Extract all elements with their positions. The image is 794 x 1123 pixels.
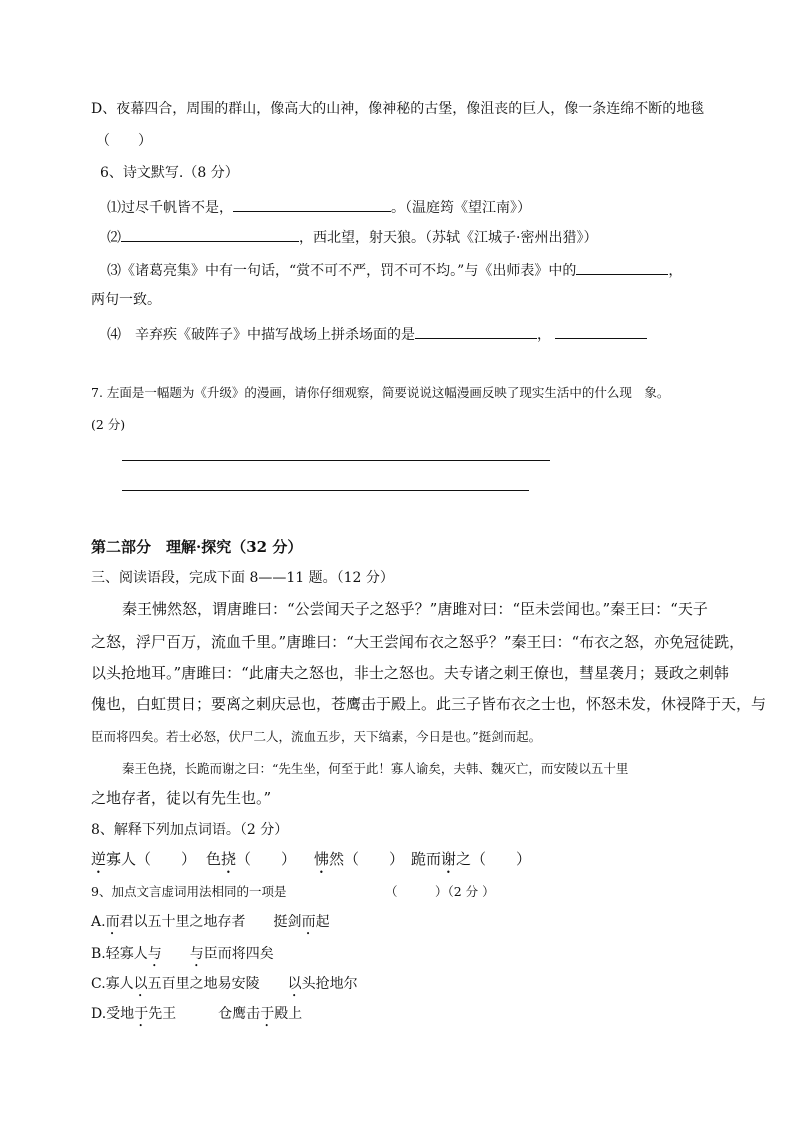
item-4-prefix: ⑷ 辛弃疾《破阵子》中描写战场上拼杀场面的是 xyxy=(107,327,415,343)
item-2-prefix: ⑵ xyxy=(107,230,121,246)
q8-item: 逆寡人（ ） xyxy=(91,850,197,868)
item-1-prefix: ⑴过尽千帆皆不是， xyxy=(107,200,233,216)
passage-line: 臣而将四矣。若士必怒，伏尸二人，流血五步，天下缟素，今日是也。”挺剑而起。 xyxy=(91,729,542,744)
fill-blank[interactable] xyxy=(121,226,299,242)
item-1-suffix: 。（温庭筠《望江南》） xyxy=(391,200,531,216)
question-6-item-3 xyxy=(107,259,682,281)
fill-blank[interactable] xyxy=(555,323,647,339)
passage-line: 之怒，浮尸百万，流血千里。”唐雎曰：“大王尝闻布衣之怒乎？”秦王曰：“布衣之怒，亦免冠徒跣， xyxy=(91,633,745,651)
fill-blank[interactable] xyxy=(576,259,668,275)
q9-option-b: B.轻寡人与 与臣而将四矣 xyxy=(91,946,274,962)
question-6-item-1 xyxy=(107,196,531,218)
fill-blank[interactable] xyxy=(233,196,391,212)
q9-option-d: D.受地于先王 仓鹰击于殿上 xyxy=(91,1006,303,1022)
passage-line: 傀也，白虹贯日；要离之刺庆忌也，苍鹰击于殿上。此三子皆布衣之士也，怀怒未发，休祲降于天，与 xyxy=(91,695,767,713)
q9-option-a: A.而君以五十里之地存者 挺剑而起 xyxy=(91,914,330,930)
item-3-text: ⑶《诸葛亮集》中有一句话，“赏不可不严，罚不可不均。”与《出师表》中的 xyxy=(107,263,577,279)
item-4-mid: ， xyxy=(537,327,551,343)
q8-item: 怫然（ ） xyxy=(314,850,405,868)
answer-line[interactable] xyxy=(122,460,550,461)
q8-item: 跪而谢之（ ） xyxy=(411,850,532,868)
question-6-item-3-cont: 两句一致。 xyxy=(91,292,161,308)
question-5-option-d: D、夜幕四合，周围的群山，像高大的山神，像神秘的古堡，像沮丧的巨人，像一条连绵不断的地毯 xyxy=(91,101,705,117)
part-2-heading: 第二部分 理解·探究（32 分） xyxy=(91,538,303,556)
question-9-title: 9、加点文言虚词用法相同的一项是 xyxy=(91,884,287,899)
fill-blank[interactable] xyxy=(415,323,537,339)
passage-line: 之地存者，徒以有先生也。” xyxy=(91,789,272,807)
question-6-title: 6、诗文默写.（8 分） xyxy=(100,165,239,181)
item-2-suffix: ，西北望，射天狼。（苏轼《江城子·密州出猎》） xyxy=(299,230,598,246)
passage-line: 以头抢地耳。”唐雎曰：“此庸夫之怒也，非士之怒也。夫专诸之刺王僚也，彗星袭月；聂政之刺韩 xyxy=(91,664,729,682)
question-9-paren: （ ）（2 分 ） xyxy=(385,884,495,899)
q9-option-c: C.寡人以五百里之地易安陵 以头抢地尔 xyxy=(91,976,358,992)
answer-line[interactable] xyxy=(122,490,529,491)
item-3-end: ， xyxy=(668,263,683,279)
question-6-item-4 xyxy=(107,323,647,345)
q8-item: 色挠（ ） xyxy=(206,850,297,868)
passage-line: 秦王怫然怒，谓唐雎曰：“公尝闻天子之怒乎？”唐雎对曰：“臣未尝闻也。”秦王曰：“天子 xyxy=(122,600,708,618)
question-7-score: (2 分) xyxy=(91,417,126,432)
section-3-heading: 三、阅读语段，完成下面 8——11 题。（12 分） xyxy=(91,570,394,586)
question-8-title: 8、解释下列加点词语。（2 分） xyxy=(91,822,289,838)
question-7: 7. 左面是一幅题为《升级》的漫画，请你仔细观察，简要说说这幅漫画反映了现实生活中的什么现 象。 xyxy=(91,385,670,400)
question-6-item-2 xyxy=(107,226,597,248)
answer-parentheses: （ ） xyxy=(96,133,152,149)
passage-line: 秦王色挠，长跪而谢之曰：“先生坐，何至于此！寡人谕矣，夫韩、魏灭亡，而安陵以五十里 xyxy=(122,761,629,776)
